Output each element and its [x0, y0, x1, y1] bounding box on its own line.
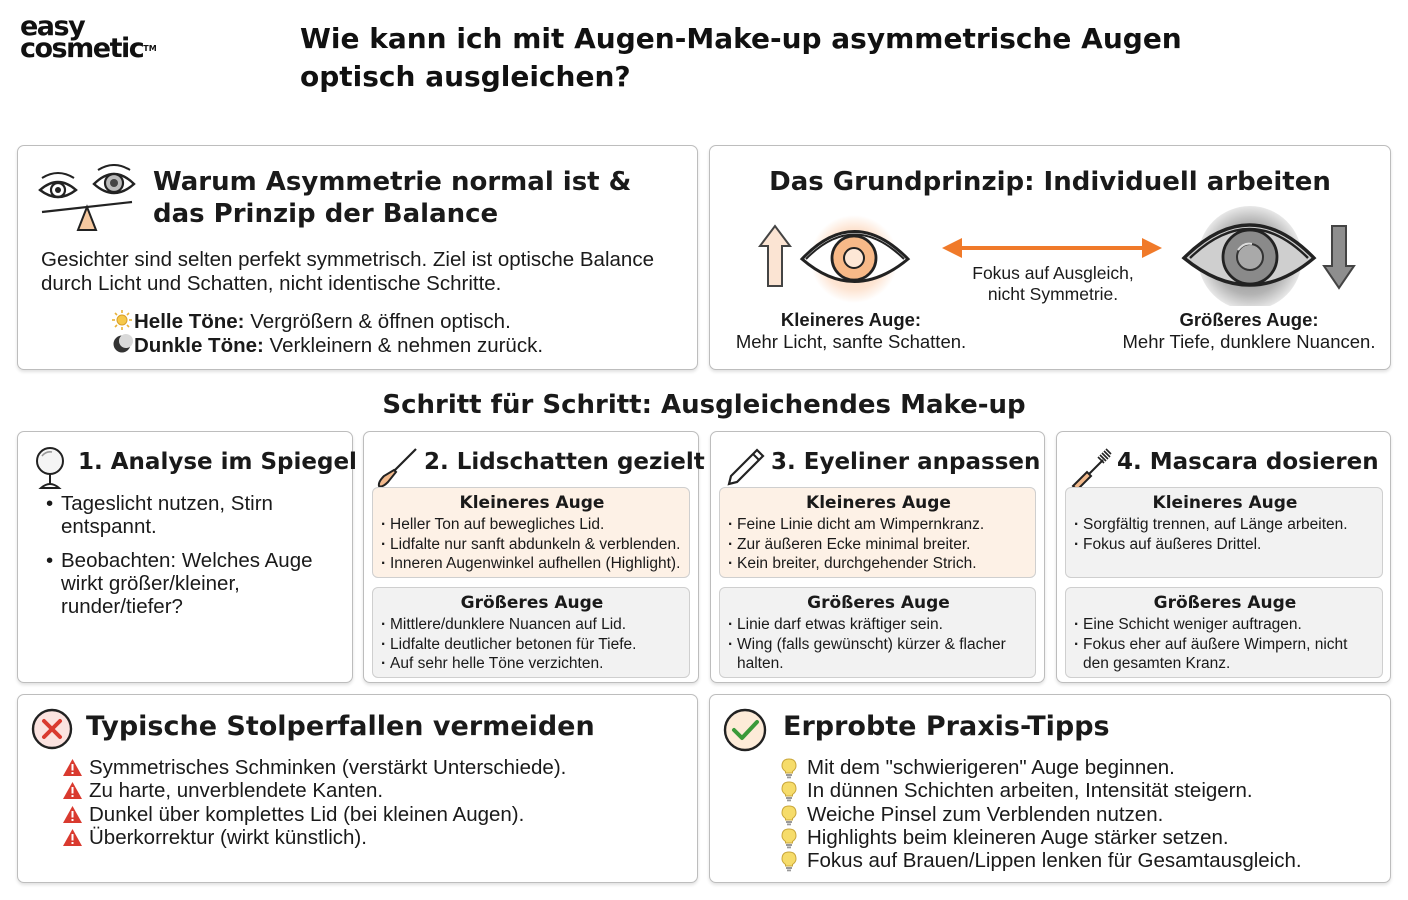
pitfall-text: Überkorrektur (wirkt künstlich). — [89, 825, 367, 849]
pitfalls-list — [62, 756, 566, 849]
step-4-header — [1057, 446, 1390, 478]
step-2-large-eye-title: Größeres Auge — [460, 593, 604, 613]
pitfalls-card — [17, 694, 698, 883]
light-tones-label: Helle Töne: — [134, 310, 245, 333]
list-item: · Lidfalte deutlicher betonen für Tiefe. — [381, 635, 683, 655]
step-4-title: 4. Mascara dosieren — [1117, 449, 1379, 475]
step-3-header — [711, 446, 1044, 478]
step-3-small-eye-box — [719, 487, 1036, 578]
step-4-large-eye-box — [1065, 587, 1383, 678]
list-item: • Tageslicht nutzen, Stirn entspannt. — [46, 492, 336, 538]
list-item: · Feine Linie dicht am Wimpernkranz. — [728, 515, 1029, 535]
principle-card — [709, 145, 1391, 370]
list-item — [780, 779, 1302, 802]
large-eye-caption — [1110, 309, 1388, 353]
mirror-icon — [30, 446, 70, 495]
list-item: · Inneren Augenwinkel aufhellen (Highlight). — [381, 554, 683, 574]
list-item: · Auf sehr helle Töne verzichten. — [381, 654, 683, 674]
principle-heading: Das Grundprinzip: Individuell arbeiten — [769, 167, 1331, 197]
step-4-small-eye-title: Kleineres Auge — [1152, 493, 1298, 513]
warning-triangle-icon — [62, 828, 83, 852]
list-item: · Fokus eher auf äußere Wimpern, nicht den gesamten Kranz. — [1074, 635, 1376, 674]
why-heading: Warum Asymmetrie normal ist & das Prinzip der Balance — [153, 167, 632, 229]
dark-tones-text: Verkleinern & nehmen zurück. — [263, 334, 544, 357]
list-item: · Kein breiter, durchgehender Strich. — [728, 554, 1029, 574]
tip-text: Weiche Pinsel zum Verblenden nutzen. — [807, 802, 1164, 826]
step-2-large-eye-box — [372, 587, 690, 678]
trademark: TM — [143, 44, 157, 53]
list-item — [62, 756, 566, 779]
pitfall-text: Zu harte, unverblendete Kanten. — [89, 779, 384, 803]
list-item — [62, 826, 566, 849]
pitfall-text: Symmetrisches Schminken (verstärkt Unterschiede). — [89, 756, 567, 779]
step-4-card — [1056, 431, 1391, 683]
list-item: · Lidfalte nur sanft abdunkeln & verblenden. — [381, 535, 683, 555]
eyes-balance-scale-icon — [38, 164, 138, 239]
step-1-bullets — [46, 492, 336, 629]
large-eye-icon — [1184, 206, 1314, 306]
page-title: Wie kann ich mit Augen-Make-up asymmetrische Augen optisch ausgleichen? — [300, 22, 1182, 93]
small-eye-icon — [802, 215, 908, 303]
tip-text: In dünnen Schichten arbeiten, Intensität steigern. — [807, 779, 1253, 803]
step-1-title: 1. Analyse im Spiegel — [78, 449, 357, 475]
tips-card — [709, 694, 1391, 883]
list-item: · Heller Ton auf bewegliches Lid. — [381, 515, 683, 535]
small-eye-caption — [720, 309, 982, 353]
focus-text: Fokus auf Ausgleich, nicht Symmetrie. — [972, 263, 1134, 304]
light-tones-line — [110, 309, 511, 334]
large-eye-label: Größeres Auge: — [1179, 309, 1319, 330]
list-item: · Mittlere/dunklere Nuancen auf Lid. — [381, 615, 683, 635]
logo-line-1: easy — [20, 11, 85, 42]
list-item: · Wing (falls gewünscht) kürzer & flacher halten. — [728, 635, 1029, 674]
list-item: · Eine Schicht weniger auftragen. — [1074, 615, 1376, 635]
list-item: · Zur äußeren Ecke minimal breiter. — [728, 535, 1029, 555]
list-item — [780, 803, 1302, 826]
tips-heading: Erprobte Praxis-Tipps — [783, 711, 1110, 742]
step-2-card — [363, 431, 705, 683]
sun-icon — [110, 309, 134, 334]
dark-tones-label: Dunkle Töne: — [134, 334, 264, 357]
tip-text: Highlights beim kleineren Auge stärker setzen. — [807, 825, 1229, 849]
light-bulb-icon — [780, 851, 798, 877]
small-eye-text: Mehr Licht, sanfte Schatten. — [735, 331, 967, 352]
step-2-title: 2. Lidschatten gezielt — [424, 449, 705, 475]
light-tones-text: Vergrößern & öffnen optisch. — [244, 310, 511, 333]
list-item: · Linie darf etwas kräftiger sein. — [728, 615, 1029, 635]
green-check-circle-icon — [722, 707, 768, 758]
list-item: • Beobachten: Welches Auge wirkt größer/kleiner, runder/tiefer? — [46, 549, 336, 618]
step-3-small-eye-title: Kleineres Auge — [806, 493, 951, 513]
step-1-card — [17, 431, 357, 683]
step-4-large-eye-title: Größeres Auge — [1153, 593, 1297, 613]
step-4-small-eye-box — [1065, 487, 1383, 578]
list-item — [62, 779, 566, 802]
step-2-small-eye-box — [372, 487, 690, 578]
step-3-large-eye-title: Größeres Auge — [807, 593, 950, 613]
list-item — [62, 803, 566, 826]
list-item: · Sorgfältig trennen, auf Länge arbeiten. — [1074, 515, 1376, 535]
arrow-down-icon — [1324, 226, 1354, 288]
why-body: Gesichter sind selten perfekt symmetrisch. Ziel ist optische Balance durch Licht und Schatten, nicht identische Schritte. — [41, 248, 654, 295]
logo-line-2 — [20, 33, 190, 64]
list-item — [780, 849, 1302, 872]
tip-text: Mit dem "schwierigeren" Auge beginnen. — [807, 756, 1175, 779]
pitfalls-heading: Typische Stolperfallen vermeiden — [86, 711, 595, 742]
small-eye-label: Kleineres Auge: — [780, 309, 922, 330]
logo-word: cosmetic — [20, 33, 144, 64]
moon-icon — [110, 333, 134, 358]
list-item: · Fokus auf äußeres Drittel. — [1074, 535, 1376, 555]
dark-tones-line — [110, 333, 543, 358]
arrow-up-icon — [760, 226, 790, 286]
tip-text: Fokus auf Brauen/Lippen lenken für Gesamtausgleich. — [807, 849, 1302, 873]
brand-logo — [20, 11, 190, 64]
red-x-circle-icon — [30, 707, 74, 756]
step-1-header — [18, 446, 357, 478]
large-eye-text: Mehr Tiefe, dunklere Nuancen. — [1122, 331, 1376, 352]
tips-list — [780, 756, 1302, 872]
step-2-small-eye-title: Kleineres Auge — [459, 493, 605, 513]
steps-title: Schritt für Schritt: Ausgleichendes Make-up — [382, 390, 1026, 420]
step-3-large-eye-box — [719, 587, 1036, 678]
double-arrow-icon — [942, 238, 1162, 258]
pitfall-text: Dunkel über komplettes Lid (bei kleinen Augen). — [89, 802, 525, 826]
list-item — [780, 826, 1302, 849]
step-3-card — [710, 431, 1045, 683]
step-3-title: 3. Eyeliner anpassen — [771, 449, 1041, 475]
list-item — [780, 756, 1302, 779]
step-2-header — [364, 446, 705, 478]
why-asymmetry-card — [17, 145, 698, 370]
